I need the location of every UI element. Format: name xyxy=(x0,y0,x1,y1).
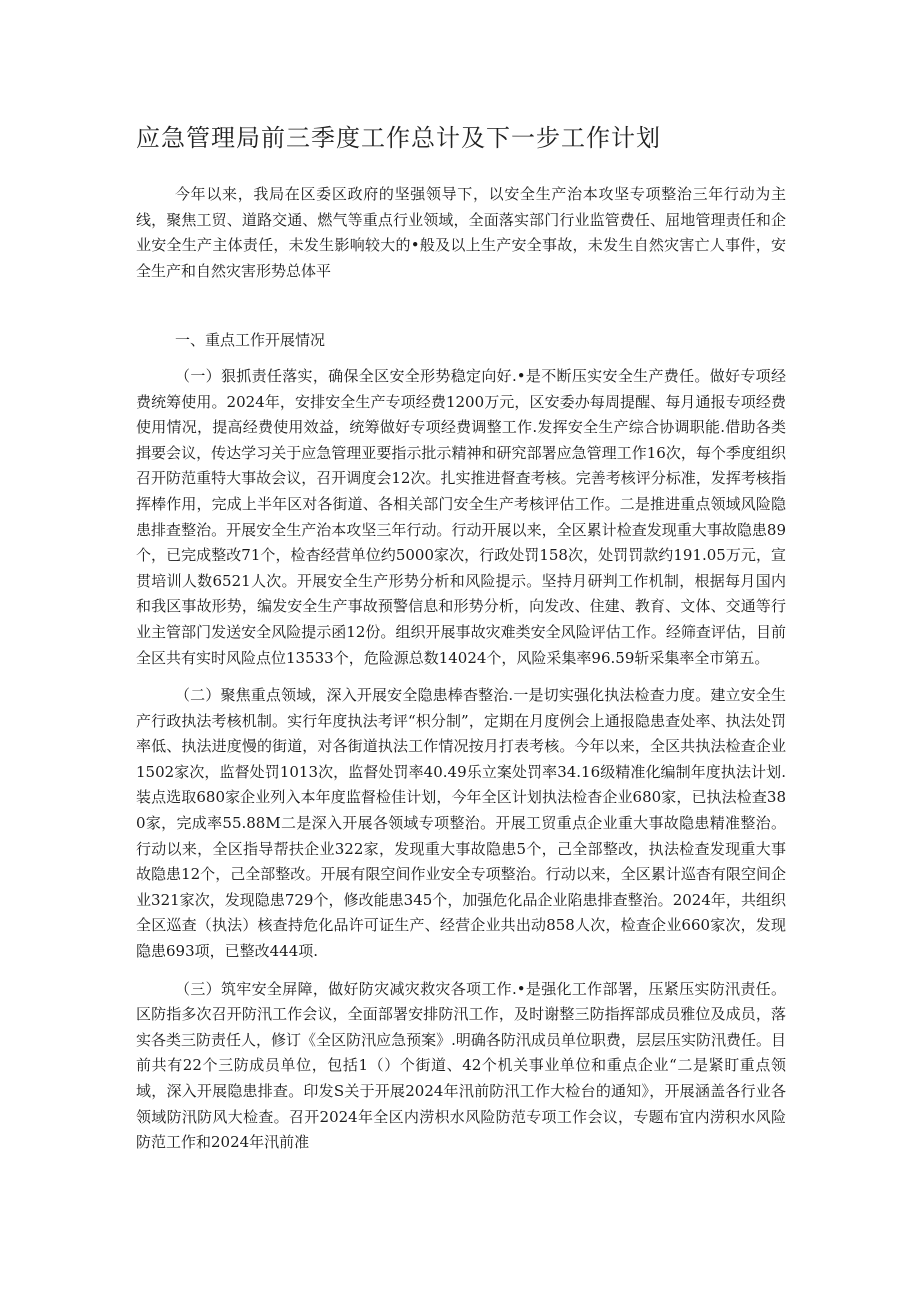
document-title: 应急管理局前三季度工作总计及下一步工作计划 xyxy=(136,124,661,152)
paragraph-responsibility: （一）狠抓责任落实，确保全区安全形势稳定向好.•是不断压实安全生产费任。做好专项经费统筹使用。2024年，安排安全生产专项经费1200万元，区安委办每周提醒、每月通报专项经费使用情况，提高经费使用效益，统筹做好专项经费调整工作.发挥安全生产综合协调职能.借助各类揖要会议，传达学习关于应急管理亚要指示批示精神和研究部署应急管理工作16次，每个季度组织召开防范重特大事故会议，召开调度会12次。扎实推进督查考核。完善考核评分标准，发挥考核指挥棒作用，完成上半年区对各街道、各相关部门安全生产考核评估工作。二是推进重点领域风险隐患排查整治。开展安全生产治本攻坚三年行动。行动开展以来，全区累计检查发现重大事故隐患89个，已完成整改71个，检杳经营单位约5000家次，行政处罚158次，处罚罚款约191.05万元，宣贯培训人数6521人次。开展安全生产形势分析和风险提示。坚持月研判工作机制，根据每月国内和我区事故形势，编发安全生产事故预警信息和形势分析，向发改、住建、教育、文体、交通等行业主管部门发送安全风险提示函12份。组织开展事故灾难类安全风险评估工作。经筛查评估，目前全区共有实时风险点位13533个，危险源总数14024个，风险采集率96.59斩采集率全市第五。 xyxy=(136,366,786,667)
paragraph-disaster-prevention: （三）筑牢安全屏障，做好防灾减灾救灾各项工作.•是强化工作部署，压紧压实防汛责任。区防指多次召开防汛工作会议，全面部署安排防汛工作，及时谢整三防指挥部成员雅位及成员，落实各类三防责任人，修订《全区防汛应急预案》.明确各防汛成员单位职费，层层压实防汛费任。目前共有22个三防成员单位，包括1（）个街道、42个机关事业单位和重点企业“二是紧盯重点领域，深入开展隐患排查。印发S关于开展2024年汛前防汛工作大检台的通知》，开展涵盖各行业各领域防汛防风大检查。召开2024年全区内涝枳水风险防范专项工作会议，专题布宜内涝积水风险防范工作和2024年汛前准 xyxy=(136,979,786,1152)
paragraph-key-areas: （二）聚焦重点领域，深入开展安全隐患棒杳整治.一是切实强化执法检查力度。建立安全生产行政执法考核机制。实行年度执法考评“枳分制”，定期在月度例会上通报隐患查处率、执法处罚率低、执法进度慢的街道，对各街道执法工作情况按月打表考核。今年以来，全区共执法检查企业1502家次，监督处罚1013次，监督处罚率40.49乐立案处罚率34.16级精准化编制年度执法计划.装点选取680家企业列入本年度监督检佳计划，今年全区计划执法检杳企业680家，已执法检查380家，完成率55.88M二是深入开展各领域专项整治。开展工贸重点企业重大事故隐患精准整治。行动以来，全区指导帮扶企业322家，发现重大事故隐患5个，己全部整改，执法检查发现重大事故隐患12个，己全部整改。开展有限空间作业安全专项整治。行动以来，全区累计巡杳有限空间企业321家次，发现隐患729个，修改能患345个，加强危化品企业陷患排查整治。2024年，共组织全区巡查（执法）核查持危化品许可证生产、经营企业共出动858人次，检查企业660家次，发现隐患693项，已整改444项. xyxy=(136,686,786,961)
section-heading: 一、重点工作开展情况 xyxy=(175,331,326,350)
document-page xyxy=(136,120,786,1156)
intro-paragraph: 今年以来，我局在区委区政府的坚强领导下，以安全生产治本攻坚专项整治三年行动为主线，聚焦工贸、道路交通、燃气等重点行业领域，全面落实部门行业监管费任、屈地管理责任和企业安全生产主体责任，未发生影响较大的•般及以上生产安全事故，未发生自然灾害亡人事件，安全生产和自然灾害形势总体平 xyxy=(136,185,786,280)
